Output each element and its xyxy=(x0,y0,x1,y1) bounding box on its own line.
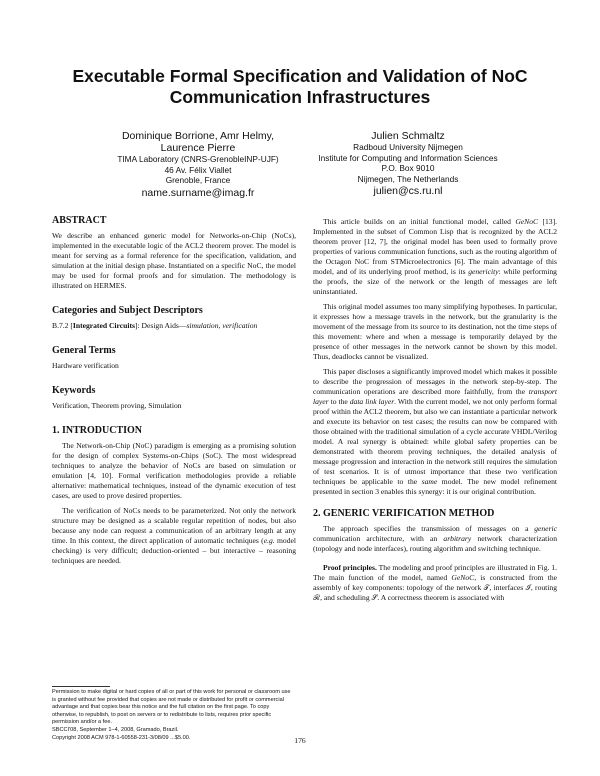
page-number: 176 xyxy=(294,736,306,745)
categories-heading: Categories and Subject Descriptors xyxy=(52,305,203,316)
right-paragraph-3: This paper discloses a significantly improved model which makes it possible to describe the progression of messages in the network step-by-step. The communication operations are described more faithfully, from the transport layer to the data link layer. With the current model, we not only perform formal proof within the ACL2 theorem, but also we can instantiate a particular network and execute its behavior on test cases; the results can now be compared with those obtained with the traditional simulation of a cycle accurate VHDL/Verilog model. A real synergy is obtained: while global safety properties can be demonstrated with theorem proving techniques, the detailed analysis of message progression and interaction in the network still requires the simulation of test scenarios. It is of utmost importance that these two verification techniques be applicable to the same model. The new model refinement presented in section 3 enables this synergy: it is our original contribution. xyxy=(313,367,557,496)
right-paragraph-2: This original model assumes too many simplifying hypotheses. In particular, it expresses how a message travels in the network, but the granularity is the movement of the message from its source to its destination, not the time steps of this movement: where and when a message is temporarily delayed by the presence of other messages in the network cannot be shown by this model. Thus, deadlocks cannot be visualized. xyxy=(313,302,558,361)
author-address: 46 Av. Félix Viallet xyxy=(164,164,232,175)
right-paragraph-5: Proof principles. The modeling and proof principles are illustrated in Fig. 1. The main function of the model, named GeNoC, is constructed from the assembly of key components: topology of the network 𝒯, interfaces ℐ, routing ℛ, and scheduling 𝒮. A correctness theorem is associated with xyxy=(313,563,557,602)
keywords-heading: Keywords xyxy=(52,385,96,396)
author-names: Julien Schmaltz xyxy=(371,130,445,142)
author-block-1 xyxy=(80,130,316,200)
footnote-rule xyxy=(52,686,110,687)
author-names: Dominique Borrione, Amr Helmy, xyxy=(121,130,275,142)
categories-text: B.7.2 [Integrated Circuits]: Design Aids—simulation, verification xyxy=(52,321,258,330)
author-email[interactable]: name.surname@imag.fr xyxy=(141,186,255,199)
author-institute: Institute for Computing and Information Sciences xyxy=(318,152,498,163)
paper-title: Executable Formal Specification and Validation of NoC Communication Infrastructures xyxy=(72,66,528,107)
keywords-text: Verification, Theorem proving, Simulation xyxy=(52,401,182,410)
author-city: Grenoble, France xyxy=(165,175,231,185)
copyright-footnote xyxy=(52,689,296,742)
copyright-line: Copyright 2008 ACM 978-1-60558-231-3/08/09 ...$5.00. xyxy=(52,734,191,741)
section-2-heading: 2. GENERIC VERIFICATION METHOD xyxy=(313,508,495,519)
author-city: Nijmegen, The Netherlands xyxy=(357,173,459,184)
intro-paragraph-2: The verification of NoCs needs to be parameterized. Not only the network structure may be designed as a scalable regular repetition of nodes, but also because any node can request a communication of an arbitrary length at any time. In this context, the direct application of automatic techniques (e.g. model checking) is very difficult; deduction-oriented – but interactive – reasoning techniques are needed. xyxy=(52,506,296,565)
author-university: Radboud University Nijmegen xyxy=(353,142,463,152)
abstract-heading: ABSTRACT xyxy=(52,215,107,226)
permission-text: Permission to make digital or hard copies of all or part of this work for personal or classroom use is granted without fee provided that copies are not made or distributed for profit or commercial advantage and that copies bear this notice and the full citation on the first page. To copy otherwise, to republish, to post on servers or to redistribute to lists, requires prior specific permission and/or a fee. xyxy=(52,689,291,726)
author-address: P.O. Box 9010 xyxy=(381,163,435,173)
right-paragraph-1: This article builds on an initial functional model, called GeNoC [13]. Implemented in the subset of Common Lisp that is recognized by the ACL2 theorem prover [12, 7], the original model has been used to formally prove properties of various communication functions, such as the routing algorithm of the Octagon NoC from STMicroelectronics [6]. The main advantage of this model, and of its underlying proof method, is its genericity: while performing the proofs, the size of the network or the length of messages are left uninstantiated. xyxy=(313,217,557,296)
conference-line: SBCCI'08, September 1–4, 2008, Gramado, Brazil. xyxy=(52,726,179,733)
introduction-heading: 1. INTRODUCTION xyxy=(52,425,143,436)
author-block-2 xyxy=(292,130,524,198)
author-affiliation: TIMA Laboratory (CNRS-GrenobleINP-UJF) xyxy=(117,154,279,164)
right-column xyxy=(313,217,557,608)
right-paragraph-4: The approach specifies the transmission of messages on a generic communication architecture, with an arbitrary network characterization (topology and node interfaces), routing algorithm and switching technique. xyxy=(313,524,557,553)
intro-paragraph-1: The Network-on-Chip (NoC) paradigm is emerging as a promising solution for the design of complex Systems-on-Chips (SoC). The most widespread techniques to analyze the behavior of NoCs are based on simulation or emulation [4, 10]. Formal verification methodologies provide a reliable alternative: mathematical techniques, instead of the dynamic execution of test cases, are used to prove desired properties. xyxy=(52,441,296,500)
author-email[interactable]: julien@cs.ru.nl xyxy=(373,185,443,197)
author-names-2: Laurence Pierre xyxy=(160,142,236,154)
general-terms-heading: General Terms xyxy=(52,345,116,356)
abstract-text: We describe an enhanced generic model for Networks-on-Chip (NoCs), implemented in the executable logic of the ACL2 theorem prover. The model is meant for serving as a formal reference for the specification, validation, and simulation at the initial design phase. Instantiated on a specific NoC, the model may be used for formal proofs and for simulation. The methodology is illustrated on HERMES. xyxy=(52,231,296,290)
general-terms-text: Hardware verification xyxy=(52,361,119,370)
left-column xyxy=(52,215,296,571)
